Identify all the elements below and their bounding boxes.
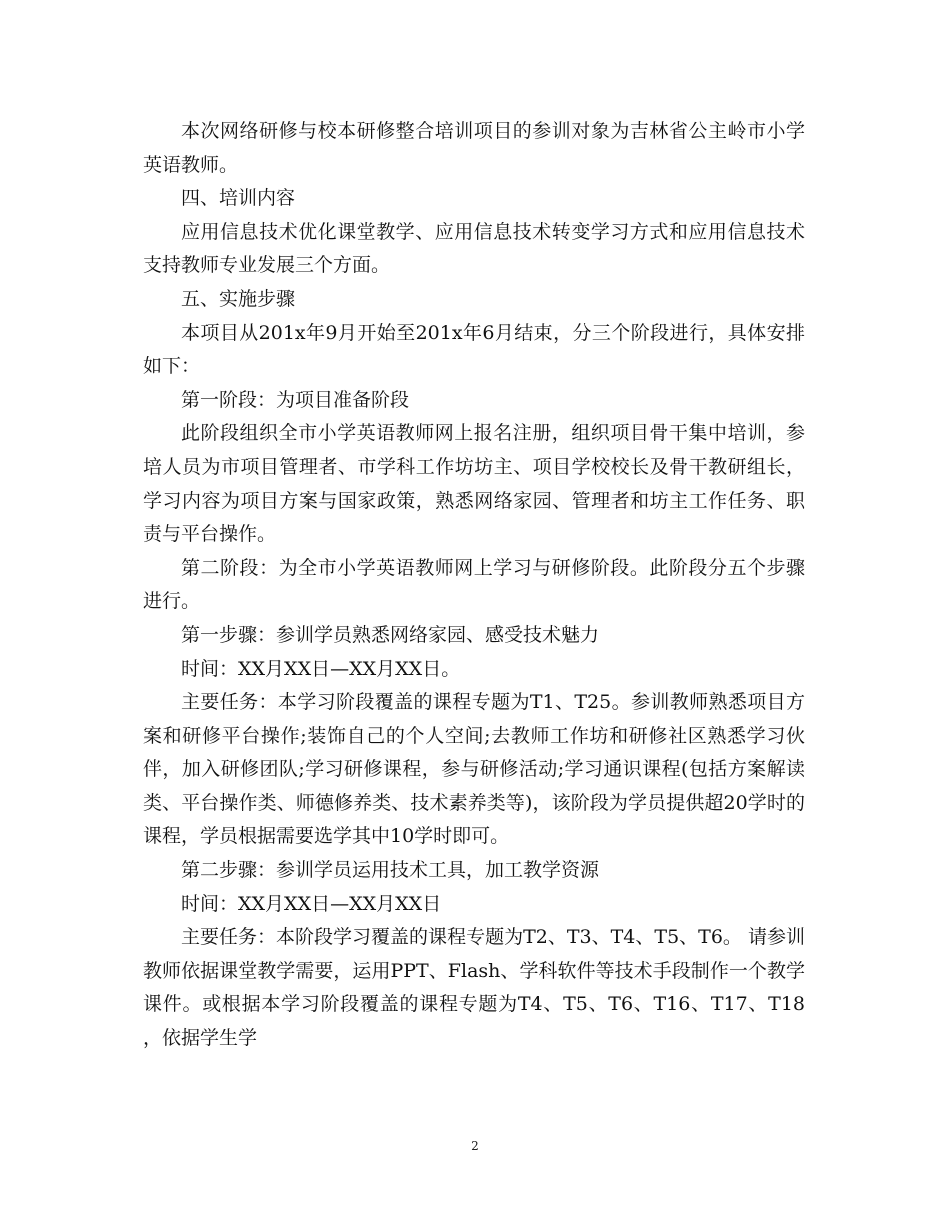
document-body bbox=[143, 115, 805, 1056]
paragraph-step-one-time: 时间：XX月XX日—XX月XX日。 bbox=[181, 657, 461, 680]
paragraph-project-schedule: 本项目从201x年9月开始至201x年6月结束，分三个阶段进行，具体安排如下： bbox=[143, 321, 805, 378]
paragraph-step-one-tasks: 主要任务：本学习阶段覆盖的课程专题为T1、T25。参训教师熟悉项目方案和研修平台操作;装饰自己的个人空间;去教师工作坊和研修社区熟悉学习伙伴，加入研修团队;学习研修课程，参与研修活动;学习通识课程(包括方案解读类、平台操作类、师德修养类、技术素养类等)，该阶段为学员提供超20学时的课程，学员根据需要选学其中10学时即可。 bbox=[143, 691, 805, 848]
page-number: 2 bbox=[471, 1139, 479, 1153]
heading-training-content: 四、培训内容 bbox=[181, 187, 296, 210]
paragraph-stage-one: 此阶段组织全市小学英语教师网上报名注册，组织项目骨干集中培训，参培人员为市项目管理者、市学科工作坊坊主、项目学校校长及骨干教研组长，学习内容为项目方案与国家政策，熟悉网络家园、管理者和坊主工作任务、职责与平台操作。 bbox=[143, 422, 805, 546]
paragraph-participants: 本次网络研修与校本研修整合培训项目的参训对象为吉林省公主岭市小学英语教师。 bbox=[143, 120, 805, 176]
paragraph-stage-two: 第二阶段：为全市小学英语教师网上学习与研修阶段。此阶段分五个步骤进行。 bbox=[143, 556, 805, 613]
heading-implementation-steps: 五、实施步骤 bbox=[181, 287, 296, 310]
paragraph-training-content: 应用信息技术优化课堂教学、应用信息技术转变学习方式和应用信息技术支持教师专业发展三个方面。 bbox=[143, 220, 805, 277]
heading-step-one: 第一步骤：参训学员熟悉网络家园、感受技术魅力 bbox=[181, 623, 600, 646]
heading-stage-one: 第一阶段：为项目准备阶段 bbox=[181, 388, 410, 411]
heading-step-two: 第二步骤：参训学员运用技术工具，加工教学资源 bbox=[181, 859, 600, 882]
paragraph-step-two-time: 时间：XX月XX日—XX月XX日 bbox=[181, 892, 442, 915]
paragraph-step-two-tasks: 主要任务：本阶段学习覆盖的课程专题为T2、T3、T4、T5、T6。 请参训教师依据课堂教学需要，运用PPT、Flash、学科软件等技术手段制作一个教学课件。或根据本学习阶段覆盖的课程专题为T4、T5、T6、T16、T17、T18 ，依据学生学 bbox=[143, 926, 805, 1050]
